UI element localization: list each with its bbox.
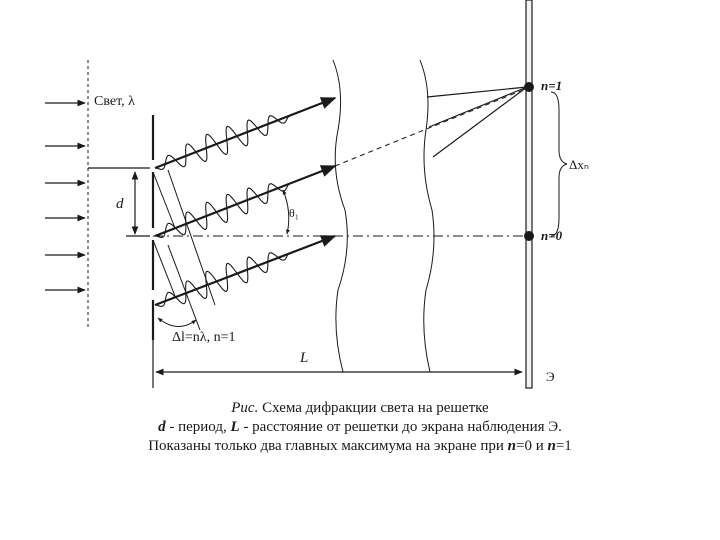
maximum-order-one xyxy=(524,82,534,92)
order-one-label: n=1 xyxy=(541,78,563,93)
screen-label: Э xyxy=(546,369,555,384)
theta-label: θ₁ xyxy=(289,206,299,220)
delta-x-label: Δxₙ xyxy=(569,157,590,172)
delta-x-brace xyxy=(551,92,567,236)
period-label: d xyxy=(116,196,124,212)
path-difference-bracket xyxy=(158,318,196,327)
caption-line-1 xyxy=(0,401,720,416)
path-difference-label: Δl=nλ, n=1 xyxy=(172,330,236,345)
observation-screen xyxy=(526,0,532,388)
break-line-right xyxy=(420,60,434,372)
caption-line-2: d - период, L - расстояние от решетки до экрана наблюдения Э. xyxy=(158,419,562,435)
wave-packets xyxy=(155,116,290,307)
order-zero-label: n=0 xyxy=(541,228,563,243)
maximum-order-zero xyxy=(524,231,534,241)
light-label: Свет, λ xyxy=(94,94,135,109)
diffracted-rays xyxy=(155,98,335,305)
diffracted-ray-lower xyxy=(155,236,335,305)
focused-rays xyxy=(427,87,527,157)
diffracted-ray-middle xyxy=(155,166,335,236)
theta-arc xyxy=(283,190,289,234)
distance-label: L xyxy=(300,350,309,366)
caption-line-3: Показаны только два главных максимума на экране при n=0 и n=1 xyxy=(148,438,572,454)
caption-prefix: Рис. xyxy=(231,400,259,416)
diffracted-ray-upper xyxy=(155,98,335,168)
break-line-left xyxy=(333,60,347,372)
caption-title: Схема дифракции света на решетке xyxy=(262,400,489,416)
incident-light-arrows xyxy=(45,103,85,290)
ray-extension-dashed xyxy=(335,88,528,166)
